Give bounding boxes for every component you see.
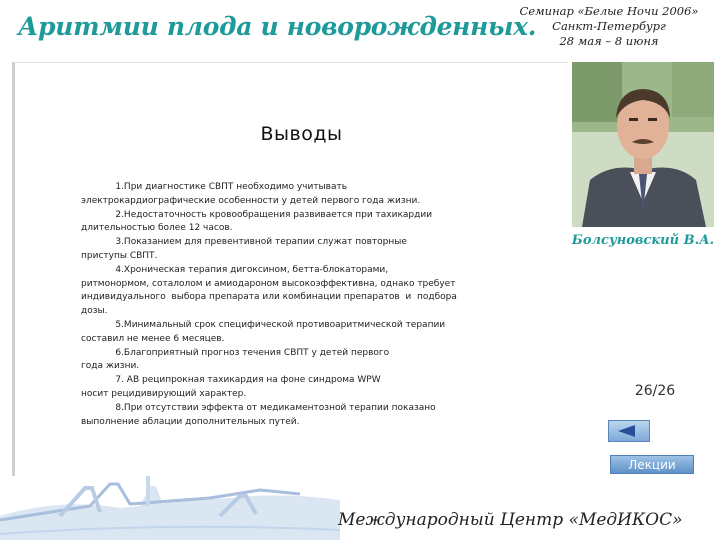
author-name: Болсуновский В.А. [571,233,715,248]
bridge-illustration [0,476,340,540]
triangle-left-icon [609,421,649,441]
presentation-title: Аритмии плода и новорожденных. [18,12,537,41]
slide-heading: Выводы [260,123,343,145]
conclusions-list: 1.При диагностике СВПТ необходимо учитывать электрокардиографические особенности у детей первого года жизни. 2.Недостаточность кровообращения развивается при тахикардии длительностью более 12 часов. 3.Показанием для превентивной терапии служат повторные приступы СВПТ. 4.Хроническая терапия дигоксином, бетта-блокаторами, ритмонормом, соталолом и амиодароном высокоэффективна, однако требует индивидуального выбора препарата или комбинации препаратов и подбора дозы. 5.Минимальный срок специфической противоаритмической терапии составил не менее 6 месяцев. 6.Благоприятный прогноз течения СВПТ у детей первого года жизни. 7. АВ реципрокная тахикардия на фоне синдрома WPW носит рецидивирующий характер. 8.При отсутствии эффекта от медикаментозной терапии показано выполнение аблации дополнительных путей. [81,182,457,427]
seminar-dates: 28 мая – 8 июня [559,34,659,48]
footer-text: Международный Центр «МедИКОС» [338,510,683,530]
page-number: 26/26 [634,383,676,399]
slide-content [12,62,568,476]
author-photo [572,62,714,227]
seminar-info [504,4,714,49]
seminar-name: Семинар «Белые Ночи 2006» [519,4,699,18]
lectures-button[interactable]: Лекции [610,455,694,474]
seminar-city: Санкт-Петербург [552,19,666,33]
back-button[interactable] [608,420,650,442]
